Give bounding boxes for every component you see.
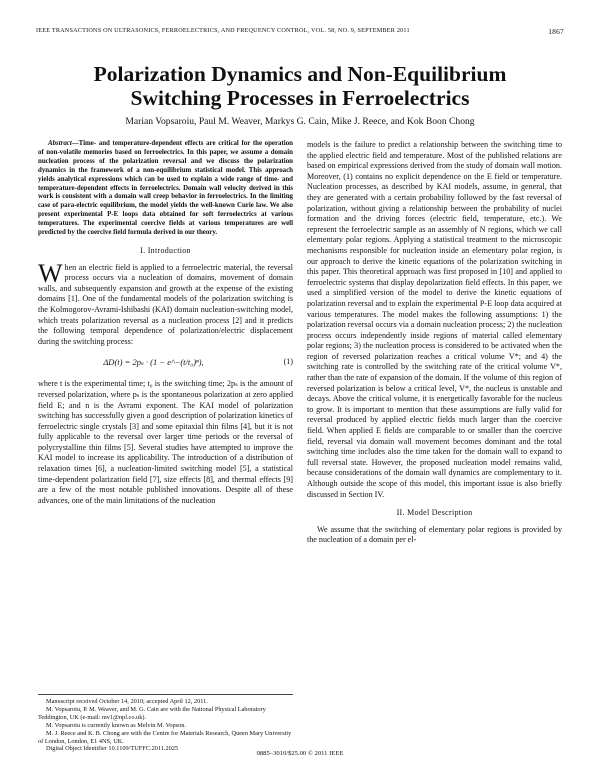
right-column — [307, 140, 562, 546]
author-list: Marian Vopsaroiu, Paul M. Weaver, Markys G. Cain, Mike J. Reece, and Kok Boon Chong — [125, 116, 475, 127]
right-paragraph-2: We assume that the switching of elementary polar regions is provided by the nucleation of a domain per el- — [307, 524, 562, 545]
section-heading-introduction: I. Introduction — [140, 245, 191, 255]
intro-paragraph-1 — [38, 258, 293, 348]
footnote-received: Manuscript received October 14, 2010; accepted April 12, 2011. — [46, 698, 208, 705]
intro-paragraph-2: where t is the experimental time; t₀ is the switching time; 2pₛ is the amount of reversed polarization, where pₛ is the spontaneous polarization at zero applied field E; and n is the Avrami exponent. The KAI model of polarization switching has successfully given a good description of polarization kinetics of ferroelectric single crystals [3] and some epitaxial thin films [4], but it is not fully applicable to the reversal over larger time periods or the reversal of polycrystalline thin films [5]. Several studies have attempted to improve the KAI model to increase its applicability. The introduction of a distribution of relaxation times [6], a nucleation-limited switching model [5], a statistical time-dependent polarization field [7], size effects [8], and thermal effects [9] are a few of the most notable published innovations. Despite all of these advances, one of the main limitations of the nucleation — [38, 379, 293, 505]
abstract-text: —Time- and temperature-dependent effects are critical for the operation of non-volatile memories based on ferroelectrics. In this paper, we assume a domain nucleation process of the polarization reversal and we discuss the polarization dynamics in the framework of a non-equilibrium statistical model. This approach yields analytical expressions which can be used to explain a wide range of time- and temperature-dependent effects in ferroelectrics. Domain wall velocity derived in this work is consistent with a domain wall creep behavior in ferroelectrics. In the limiting case of para-electric equilibrium, the model yields the well-known Curie law. We also present experimental P-E loops data obtained for soft ferroelectrics at various temperatures. The experimental coercive fields at various temperatures are well predicted by the coercive field formula derived in our theory. — [38, 140, 293, 237]
footnote-affiliation-1: M. Vopsaroiu, P. M. Weaver, and M. G. Cain are with the National Physical Laboratory Teddington, UK (e-mail: mv1@npl.co.uk). — [38, 705, 266, 721]
equation-body: ΔD(t) = 2pₛ · (1 − e^−(t/t₀)ⁿ), — [103, 357, 204, 368]
abstract — [38, 140, 293, 238]
footnote-doi: Digital Object Identifier 10.1109/TUFFC.2011.2025 — [46, 745, 179, 753]
intro-paragraph-1-text: hen an electric field is applied to a ferroelectric material, the reversal process occurs via a nucleation of domains, movement of domain walls, and subsequently expansion and growth at the expense of the existing domains [1]. One of the fundamental models of the polarization switching is the Kolmogorov-Avrami-Ishibashi (KAI) domain nucleation-switching model, which treats polarization reversal as a nucleation process [2] and it predicts the following temporal dependence of polarization/electric displacement during the switching process: — [38, 262, 293, 346]
drop-cap: W — [38, 258, 63, 288]
abstract-label: Abstract — [48, 140, 72, 147]
page-number: 1867 — [548, 27, 564, 36]
right-paragraph-1: models is the failure to predict a relationship between the switching time to the applied electric field and temperature. Most of the published relations are based on empirical expressions derived from the study of domain wall motion. Moreover, (1) contains no explicit dependence on the E field or temperature. Nucleation processes, as described by KAI models, assume, in general, that they are generated with a certain probability followed by the fast reversal of polarization, without giving a relationship between the probability of nuclei formation and the driving forces (electric field, temperature, etc.). We represent the ferroelectric sample as an assembly of N regions, which we call elementary polar regions. Applying a statistical treatment to the microscopic mechanisms responsible for nucleation inside an elementary polar region, is our approach to derive the kinetic equations of the polarization switching in this paper. This theoretical approach was first proposed in [10] and applied to ferroelectric systems that display depolarization field effects. In this paper, we used a simplified version of the model to derive the kinetic equations of polarization reversal and to explain the experimental P-E loop data acquired at various temperatures. The model makes the following assumptions: 1) the polarization reversal occurs via a domain nucleation process; 2) the nucleation process occurs independently inside regions of material called elementary polar regions; 3) the nucleation process is considered to be activated when the region of reversed polarization reaches a critical volume V*; and 4) the switching rate is controlled by the switching rate of the critical volume V*, rather than the rate of expansion of the domain. If the volume of this region of reversed polarization is below a critical level, V*, the nucleus is unstable and decays. Above the critical volume, it is energetically favorable for the nucleus to grow. It is important to mention that these assumptions are fully valid for reversal produced by applied electric fields much larger than the coercive field. When applied E fields are comparable to or smaller than the coercive field, reversal via domain wall movement becomes dominant and the total switching time includes also the time taken for the domain wall to expand to full reversal state. However, the proposed nucleation model remains valid, because considerations of the domain wall dynamics are complementary to it. Although outside the scope of this model, this important issue is also briefly discussed in Section IV. — [307, 140, 562, 499]
equation-number: (1) — [283, 357, 293, 367]
title-line-2: Switching Processes in Ferroelectrics — [130, 86, 470, 110]
footnote-affiliation-2: M. Vopsaroiu is currently known as Melvin M. Vopson. — [46, 721, 186, 729]
running-head — [36, 27, 564, 34]
footnote-affiliation-3: M. J. Reece and K. B. Chong are with the Centre for Materials Research, Queen Mary University of London, London, E1 4NS, UK. — [38, 729, 292, 745]
section-heading-model: II. Model Description — [396, 508, 473, 518]
equation-1 — [38, 353, 293, 373]
title-line-1: Polarization Dynamics and Non-Equilibrium — [93, 62, 507, 86]
left-column — [38, 140, 293, 506]
footnotes — [38, 694, 293, 753]
copyright-footer: 0885–3010/$25.00 © 2011 IEEE — [256, 750, 344, 757]
journal-name: IEEE TRANSACTIONS ON ULTRASONICS, FERROELECTRICS, AND FREQUENCY CONTROL, VOL. 58, NO. 9, SEPTEMBER 2011 — [36, 27, 410, 34]
paper-title — [30, 62, 570, 110]
